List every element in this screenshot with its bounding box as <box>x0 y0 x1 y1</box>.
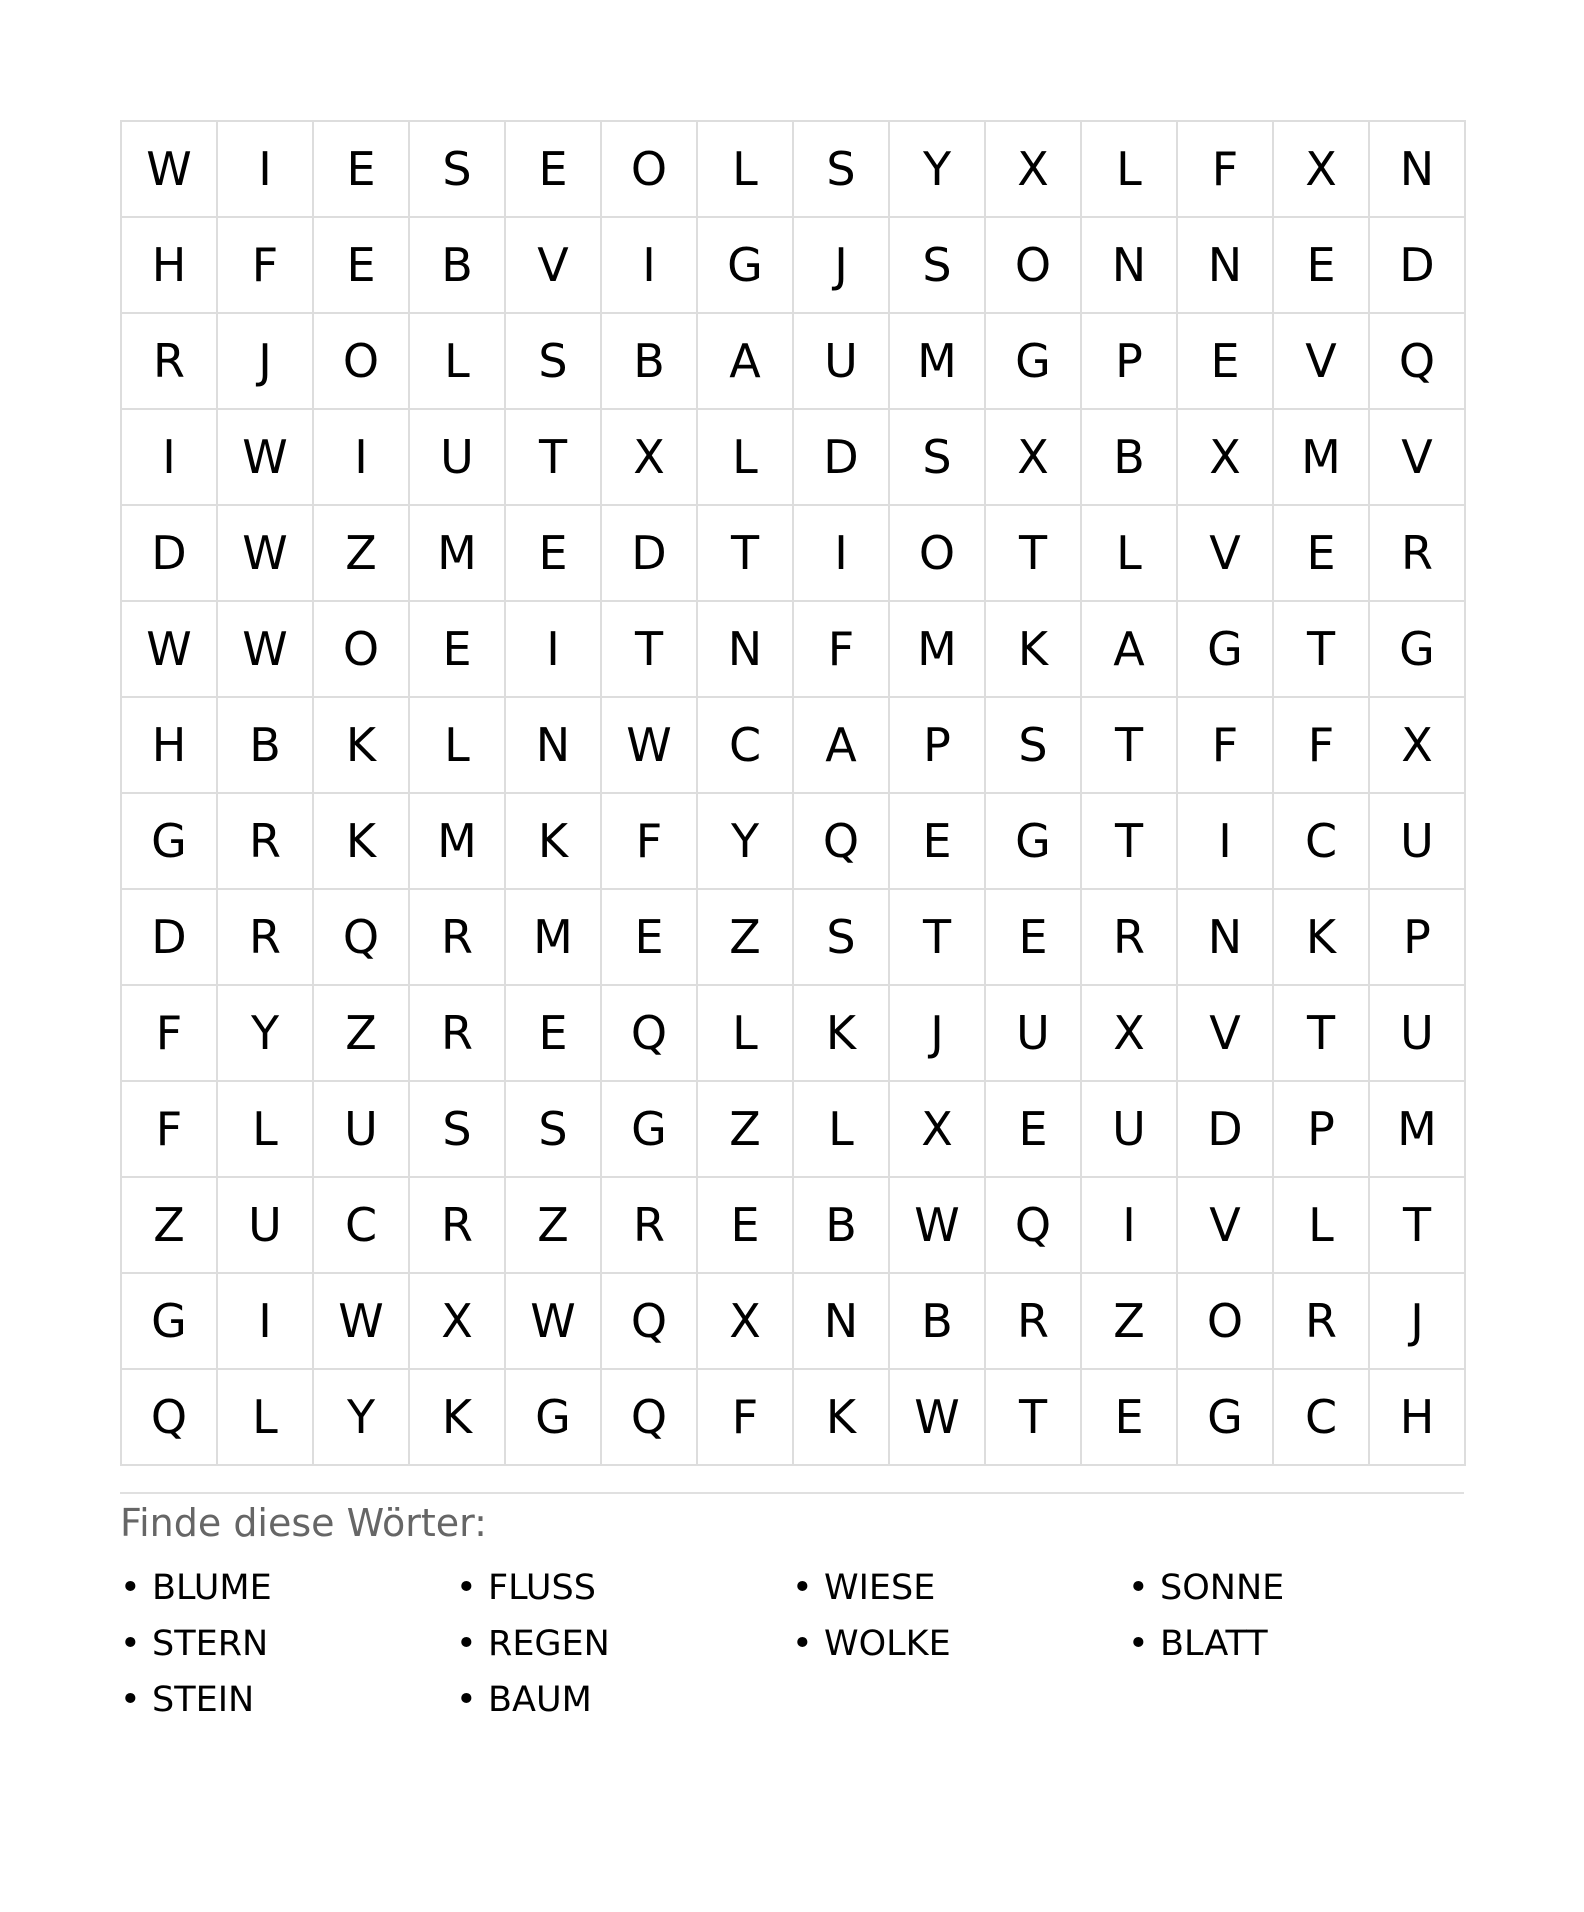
grid-cell[interactable]: X <box>410 1274 506 1370</box>
grid-cell[interactable]: T <box>1370 1178 1466 1274</box>
grid-cell[interactable]: Z <box>122 1178 218 1274</box>
grid-cell[interactable]: L <box>410 698 506 794</box>
letter-grid <box>120 120 1466 1466</box>
grid-cell[interactable]: W <box>122 122 218 218</box>
grid-cell[interactable]: K <box>1274 890 1370 986</box>
grid-cell[interactable]: L <box>1082 506 1178 602</box>
grid-cell[interactable]: L <box>794 1082 890 1178</box>
grid-cell[interactable]: N <box>506 698 602 794</box>
grid-cell[interactable]: E <box>986 1082 1082 1178</box>
grid-cell[interactable]: M <box>890 314 986 410</box>
grid-cell[interactable]: S <box>410 122 506 218</box>
grid-cell[interactable]: E <box>602 890 698 986</box>
grid-cell[interactable]: S <box>890 410 986 506</box>
grid-cell[interactable]: G <box>1370 602 1466 698</box>
word-list-item <box>792 1560 1128 1616</box>
grid-cell[interactable]: R <box>1370 506 1466 602</box>
word-label: STEIN <box>152 1680 255 1720</box>
grid-cell[interactable]: E <box>890 794 986 890</box>
grid-cell[interactable]: I <box>314 410 410 506</box>
grid-cell[interactable]: V <box>1178 1178 1274 1274</box>
grid-cell[interactable]: M <box>890 602 986 698</box>
grid-cell[interactable]: Q <box>986 1178 1082 1274</box>
grid-cell[interactable]: B <box>410 218 506 314</box>
grid-cell[interactable]: M <box>1274 410 1370 506</box>
grid-cell[interactable]: O <box>986 218 1082 314</box>
word-label: STERN <box>152 1624 269 1664</box>
grid-cell[interactable]: L <box>1274 1178 1370 1274</box>
grid-cell[interactable]: T <box>1274 602 1370 698</box>
grid-cell[interactable]: F <box>794 602 890 698</box>
grid-cell[interactable]: F <box>1178 698 1274 794</box>
grid-cell[interactable]: U <box>1370 986 1466 1082</box>
grid-cell[interactable]: I <box>602 218 698 314</box>
grid-cell[interactable]: B <box>602 314 698 410</box>
word-list-item <box>792 1616 1128 1672</box>
grid-cell[interactable]: S <box>506 314 602 410</box>
grid-cell[interactable]: Z <box>314 506 410 602</box>
grid-cell[interactable]: M <box>1370 1082 1466 1178</box>
grid-cell[interactable]: T <box>890 890 986 986</box>
grid-cell[interactable]: X <box>698 1274 794 1370</box>
grid-cell[interactable]: X <box>1178 410 1274 506</box>
grid-cell[interactable]: T <box>986 506 1082 602</box>
grid-cell[interactable]: Q <box>602 1274 698 1370</box>
grid-cell[interactable]: O <box>602 122 698 218</box>
grid-cell[interactable]: W <box>218 506 314 602</box>
grid-cell[interactable]: P <box>1082 314 1178 410</box>
grid-cell[interactable]: N <box>698 602 794 698</box>
grid-cell[interactable]: B <box>1082 410 1178 506</box>
grid-cell[interactable]: M <box>410 506 506 602</box>
word-list <box>120 1560 1464 1728</box>
grid-cell[interactable]: N <box>794 1274 890 1370</box>
grid-cell[interactable]: Q <box>794 794 890 890</box>
grid-cell[interactable]: H <box>122 218 218 314</box>
grid-cell[interactable]: F <box>122 1082 218 1178</box>
grid-cell[interactable]: L <box>698 986 794 1082</box>
grid-cell[interactable]: K <box>794 986 890 1082</box>
grid-cell[interactable]: G <box>602 1082 698 1178</box>
grid-cell[interactable]: M <box>506 890 602 986</box>
grid-cell[interactable]: E <box>1178 314 1274 410</box>
word-label: SONNE <box>1160 1568 1285 1608</box>
grid-cell[interactable]: Z <box>1082 1274 1178 1370</box>
grid-cell[interactable]: R <box>122 314 218 410</box>
word-label: REGEN <box>488 1624 610 1664</box>
word-label: BAUM <box>488 1680 592 1720</box>
grid-cell[interactable]: R <box>410 890 506 986</box>
grid-cell[interactable]: O <box>314 314 410 410</box>
grid-cell[interactable]: J <box>1370 1274 1466 1370</box>
grid-cell[interactable]: S <box>986 698 1082 794</box>
grid-cell[interactable]: T <box>602 602 698 698</box>
grid-cell[interactable]: T <box>1082 698 1178 794</box>
grid-cell[interactable]: T <box>1082 794 1178 890</box>
bullet-icon: • <box>120 1568 141 1608</box>
grid-cell[interactable]: S <box>410 1082 506 1178</box>
word-list-item <box>120 1672 456 1728</box>
word-label: WIESE <box>824 1568 936 1608</box>
grid-cell[interactable]: R <box>218 794 314 890</box>
grid-cell[interactable]: E <box>410 602 506 698</box>
divider <box>120 1492 1464 1494</box>
grid-cell[interactable]: E <box>314 218 410 314</box>
word-label: BLATT <box>1160 1624 1268 1664</box>
grid-cell[interactable]: Y <box>890 122 986 218</box>
grid-cell[interactable]: C <box>1274 794 1370 890</box>
grid-cell[interactable]: W <box>890 1178 986 1274</box>
grid-cell[interactable]: Q <box>1370 314 1466 410</box>
grid-cell[interactable]: U <box>410 410 506 506</box>
grid-cell[interactable]: P <box>1370 890 1466 986</box>
grid-cell[interactable]: R <box>1082 890 1178 986</box>
grid-cell[interactable]: T <box>986 1370 1082 1466</box>
bullet-icon: • <box>120 1624 141 1664</box>
word-label: FLUSS <box>488 1568 596 1608</box>
grid-cell[interactable]: Z <box>314 986 410 1082</box>
word-list-item <box>456 1560 792 1616</box>
grid-cell[interactable]: O <box>314 602 410 698</box>
grid-cell[interactable]: W <box>218 410 314 506</box>
grid-cell[interactable]: Z <box>698 890 794 986</box>
grid-cell[interactable]: E <box>1082 1370 1178 1466</box>
grid-cell[interactable]: D <box>1370 218 1466 314</box>
grid-cell[interactable]: W <box>602 698 698 794</box>
grid-cell[interactable]: U <box>794 314 890 410</box>
grid-cell[interactable]: U <box>1370 794 1466 890</box>
grid-cell[interactable]: F <box>698 1370 794 1466</box>
bullet-icon: • <box>1128 1624 1149 1664</box>
grid-cell[interactable]: Y <box>314 1370 410 1466</box>
word-list-item <box>456 1616 792 1672</box>
grid-cell[interactable]: R <box>218 890 314 986</box>
grid-cell[interactable]: S <box>890 218 986 314</box>
grid-cell[interactable]: M <box>410 794 506 890</box>
grid-cell[interactable]: U <box>218 1178 314 1274</box>
grid-cell[interactable]: I <box>794 506 890 602</box>
grid-cell[interactable]: D <box>122 890 218 986</box>
grid-cell[interactable]: O <box>1178 1274 1274 1370</box>
grid-cell[interactable]: E <box>986 890 1082 986</box>
grid-cell[interactable]: K <box>506 794 602 890</box>
word-search-puzzle <box>120 120 1464 1720</box>
grid-cell[interactable]: F <box>1178 122 1274 218</box>
grid-cell[interactable]: G <box>698 218 794 314</box>
grid-cell[interactable]: S <box>506 1082 602 1178</box>
word-list-item <box>1128 1616 1464 1672</box>
grid-cell[interactable]: U <box>314 1082 410 1178</box>
grid-cell[interactable]: X <box>986 122 1082 218</box>
grid-cell[interactable]: Y <box>698 794 794 890</box>
grid-cell[interactable]: K <box>314 794 410 890</box>
grid-cell[interactable]: J <box>890 986 986 1082</box>
grid-cell[interactable]: O <box>890 506 986 602</box>
grid-cell[interactable]: Z <box>506 1178 602 1274</box>
grid-cell[interactable]: F <box>602 794 698 890</box>
grid-cell[interactable]: X <box>1274 122 1370 218</box>
grid-cell[interactable]: D <box>602 506 698 602</box>
grid-cell[interactable]: L <box>218 1370 314 1466</box>
grid-cell[interactable]: V <box>1178 986 1274 1082</box>
grid-cell[interactable]: Q <box>602 1370 698 1466</box>
grid-cell[interactable]: R <box>602 1178 698 1274</box>
grid-cell[interactable]: N <box>1178 890 1274 986</box>
grid-cell[interactable]: L <box>218 1082 314 1178</box>
word-list-item <box>120 1560 456 1616</box>
grid-cell[interactable]: C <box>1274 1370 1370 1466</box>
grid-cell[interactable]: U <box>1082 1082 1178 1178</box>
grid-cell[interactable]: R <box>410 1178 506 1274</box>
word-list-item <box>1128 1560 1464 1616</box>
grid-cell[interactable]: A <box>698 314 794 410</box>
grid-cell[interactable]: K <box>314 698 410 794</box>
grid-cell[interactable]: Q <box>122 1370 218 1466</box>
grid-cell[interactable]: N <box>1370 122 1466 218</box>
grid-cell[interactable]: D <box>122 506 218 602</box>
bullet-icon: • <box>456 1680 477 1720</box>
grid-cell[interactable]: K <box>410 1370 506 1466</box>
grid-cell[interactable]: J <box>794 218 890 314</box>
grid-cell[interactable]: E <box>506 506 602 602</box>
grid-cell[interactable]: V <box>1274 314 1370 410</box>
grid-cell[interactable]: C <box>314 1178 410 1274</box>
bullet-icon: • <box>456 1568 477 1608</box>
grid-cell[interactable]: V <box>506 218 602 314</box>
grid-cell[interactable]: A <box>1082 602 1178 698</box>
grid-cell[interactable]: B <box>794 1178 890 1274</box>
grid-cell[interactable]: E <box>1274 218 1370 314</box>
grid-cell[interactable]: H <box>122 698 218 794</box>
grid-cell[interactable]: B <box>890 1274 986 1370</box>
grid-cell[interactable]: N <box>1082 218 1178 314</box>
bullet-icon: • <box>1128 1568 1149 1608</box>
grid-cell[interactable]: C <box>698 698 794 794</box>
grid-cell[interactable]: G <box>986 314 1082 410</box>
grid-cell[interactable]: Y <box>218 986 314 1082</box>
grid-cell[interactable]: E <box>314 122 410 218</box>
grid-cell[interactable]: X <box>1370 698 1466 794</box>
word-list-item <box>120 1616 456 1672</box>
grid-cell[interactable]: W <box>890 1370 986 1466</box>
grid-cell[interactable]: D <box>1178 1082 1274 1178</box>
grid-cell[interactable]: T <box>698 506 794 602</box>
grid-cell[interactable]: G <box>1178 1370 1274 1466</box>
grid-cell[interactable]: W <box>314 1274 410 1370</box>
grid-cell[interactable]: E <box>506 122 602 218</box>
grid-cell[interactable]: I <box>218 1274 314 1370</box>
word-list-title: Finde diese Wörter: <box>120 1501 487 1545</box>
grid-cell[interactable]: X <box>602 410 698 506</box>
grid-cell[interactable]: L <box>698 122 794 218</box>
grid-cell[interactable]: E <box>1274 506 1370 602</box>
grid-cell[interactable]: I <box>1082 1178 1178 1274</box>
grid-cell[interactable]: I <box>1178 794 1274 890</box>
grid-cell[interactable]: L <box>1082 122 1178 218</box>
grid-cell[interactable]: G <box>1178 602 1274 698</box>
grid-cell[interactable]: V <box>1178 506 1274 602</box>
bullet-icon: • <box>456 1624 477 1664</box>
grid-cell[interactable]: H <box>1370 1370 1466 1466</box>
grid-cell[interactable]: W <box>122 602 218 698</box>
grid-cell[interactable]: X <box>986 410 1082 506</box>
grid-cell[interactable]: F <box>1274 698 1370 794</box>
grid-cell[interactable]: N <box>1178 218 1274 314</box>
grid-cell[interactable]: G <box>122 1274 218 1370</box>
grid-cell[interactable]: I <box>122 410 218 506</box>
grid-cell[interactable]: L <box>410 314 506 410</box>
grid-cell[interactable]: T <box>1274 986 1370 1082</box>
word-list-item <box>456 1672 792 1728</box>
grid-cell[interactable]: R <box>986 1274 1082 1370</box>
grid-cell[interactable]: G <box>986 794 1082 890</box>
grid-cell[interactable]: Q <box>602 986 698 1082</box>
grid-cell[interactable]: E <box>506 986 602 1082</box>
grid-cell[interactable]: U <box>986 986 1082 1082</box>
bullet-icon: • <box>792 1624 813 1664</box>
grid-cell[interactable]: E <box>698 1178 794 1274</box>
grid-cell[interactable]: I <box>506 602 602 698</box>
grid-cell[interactable]: F <box>122 986 218 1082</box>
grid-cell[interactable]: A <box>794 698 890 794</box>
bullet-icon: • <box>792 1568 813 1608</box>
bullet-icon: • <box>120 1680 141 1720</box>
grid-cell[interactable]: W <box>218 602 314 698</box>
grid-cell[interactable]: V <box>1370 410 1466 506</box>
grid-cell[interactable]: X <box>1082 986 1178 1082</box>
grid-cell[interactable]: K <box>986 602 1082 698</box>
grid-cell[interactable]: S <box>794 122 890 218</box>
grid-cell[interactable]: G <box>122 794 218 890</box>
grid-cell[interactable]: R <box>410 986 506 1082</box>
grid-cell[interactable]: L <box>698 410 794 506</box>
grid-cell[interactable]: R <box>1274 1274 1370 1370</box>
grid-cell[interactable]: J <box>218 314 314 410</box>
grid-cell[interactable]: P <box>890 698 986 794</box>
grid-cell[interactable]: K <box>794 1370 890 1466</box>
word-label: BLUME <box>152 1568 272 1608</box>
grid-cell[interactable]: Z <box>698 1082 794 1178</box>
word-label: WOLKE <box>824 1624 951 1664</box>
grid-cell[interactable]: Q <box>314 890 410 986</box>
grid-cell[interactable]: P <box>1274 1082 1370 1178</box>
grid-cell[interactable]: D <box>794 410 890 506</box>
grid-cell[interactable]: S <box>794 890 890 986</box>
grid-cell[interactable]: G <box>506 1370 602 1466</box>
grid-cell[interactable]: W <box>506 1274 602 1370</box>
grid-cell[interactable]: B <box>218 698 314 794</box>
grid-cell[interactable]: I <box>218 122 314 218</box>
grid-cell[interactable]: T <box>506 410 602 506</box>
grid-cell[interactable]: X <box>890 1082 986 1178</box>
grid-cell[interactable]: F <box>218 218 314 314</box>
